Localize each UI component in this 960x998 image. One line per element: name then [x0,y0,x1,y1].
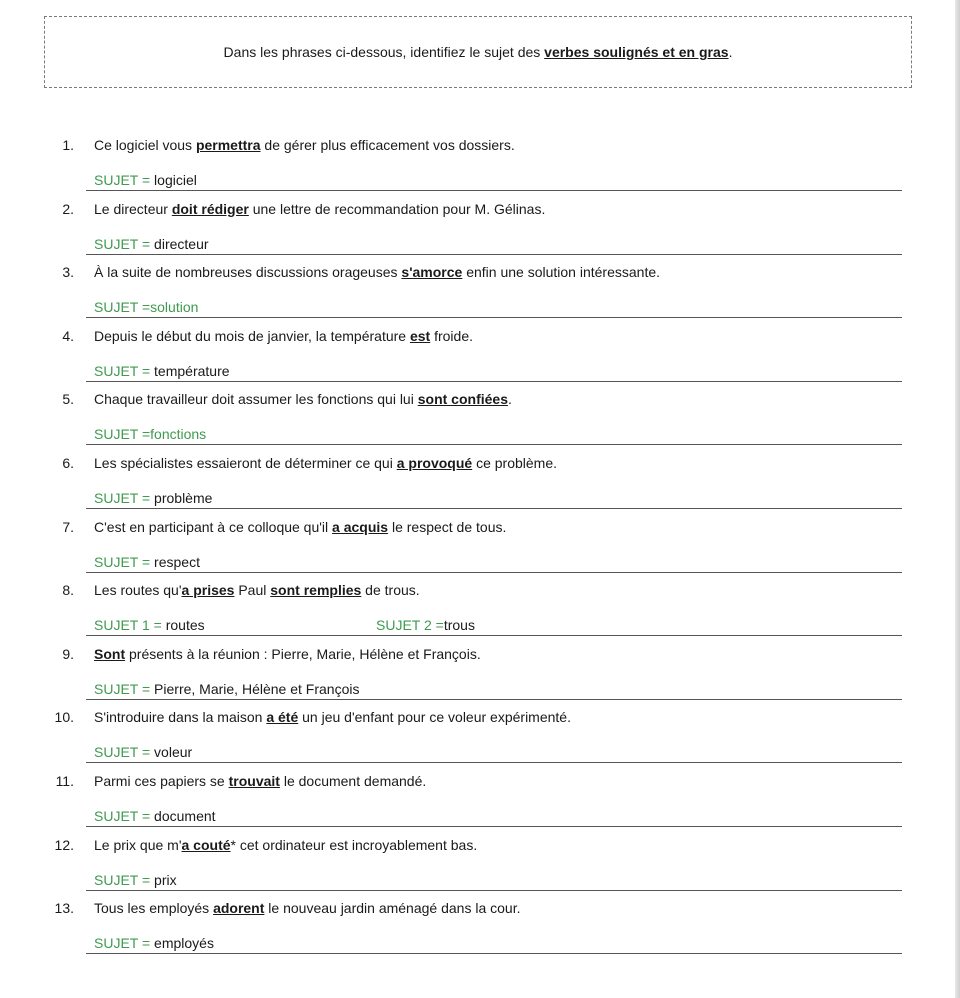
exercise-item [0,645,960,709]
subject-value: employés [154,935,214,952]
instruction-text [224,44,733,60]
item-number: 6. [62,455,74,471]
sentence-text: de gérer plus efficacement vos dossiers. [260,137,515,153]
sentence-text: C'est en participant à ce colloque qu'il [94,518,333,535]
subject-label: SUJET = [94,935,155,952]
subject-answer [94,424,206,444]
sentence-text: une lettre de recommandation pour M. Gélinas. [248,200,546,217]
subject-label: SUJET 1 = [94,617,166,634]
underlined-verb: a provoqué [396,455,473,471]
sentence-text: un jeu d'enfant pour ce voleur expérimenté. [298,709,571,726]
answer-line [86,424,902,445]
answer-line [86,679,902,700]
subject-value: Pierre, Marie, Hélène et François [154,680,360,697]
subject-answer [94,933,214,953]
item-number: 7. [62,518,74,535]
subject-value: voleur [154,744,193,761]
exercise-item [0,263,960,327]
exercise-item [0,772,960,836]
underlined-verb: doit rédiger [171,200,249,217]
answer-line [86,234,902,255]
answer-line [86,933,902,954]
instruction-box [44,16,912,88]
subject-label: SUJET = [94,490,155,506]
item-sentence [94,454,557,472]
answer-line [86,870,902,891]
subject-label: SUJET = [94,744,155,761]
item-sentence [94,899,520,917]
answer-line [86,297,902,318]
subject-label: SUJET = [94,871,155,888]
subject-label: SUJET = [94,680,155,697]
item-sentence [94,518,506,536]
subject-answer [94,297,198,317]
subject-label: SUJET =solution [94,299,199,316]
sentence-text: Paul [234,582,271,599]
sentence-text: le respect de tous. [388,518,507,535]
underlined-verb: adorent [213,900,265,917]
underlined-verb: trouvait [228,773,280,789]
underlined-verb: a acquis [332,518,389,535]
subject-answer [94,234,209,254]
item-sentence [94,708,571,726]
item-sentence [94,200,545,218]
item-number: 1. [62,137,74,153]
instruction-after: . [728,44,733,60]
subject-answer [94,615,205,635]
exercise-item [0,200,960,264]
exercise-item [0,327,960,391]
subject-answer [94,806,216,826]
subject-label: SUJET = [94,553,155,570]
sentence-text: Le prix que m' [94,836,182,853]
sentence-text: Ce logiciel vous [94,137,196,153]
exercise-item [0,581,960,645]
item-number: 13. [54,900,74,917]
answer-line [86,806,902,827]
exercise-item [0,518,960,582]
answer-line [86,552,902,573]
underlined-verb: est [409,327,431,344]
subject-value: température [154,362,230,379]
instruction-emphasis: verbes soulignés et en gras [544,44,729,60]
subject-value: prix [154,871,177,888]
subject-label: SUJET = [94,172,155,188]
underlined-verb: a été [266,709,299,726]
sentence-text: froide. [430,327,474,344]
item-sentence [94,836,477,854]
sentence-text: de trous. [361,582,420,599]
sentence-text: Depuis le début du mois de janvier, la température [94,327,410,344]
subject-label: SUJET = [94,235,155,252]
underlined-verb: sont remplies [270,582,362,599]
subject-label: SUJET =fonctions [94,426,207,443]
exercise-item [0,390,960,454]
answer-line [86,742,902,763]
answer-line [86,488,902,509]
item-sentence [94,263,660,281]
item-number: 4. [62,327,74,344]
answer-line [86,361,902,382]
subject-value: directeur [154,235,209,252]
subject-label: SUJET = [94,808,155,824]
underlined-verb: s'amorce [401,264,463,281]
sentence-text: présents à la réunion : Pierre, Marie, Hélène et François. [125,645,481,662]
sentence-text: enfin une solution intéressante. [462,264,661,281]
sentence-text: À la suite de nombreuses discussions orageuses [94,264,402,281]
item-number: 12. [54,836,74,853]
sentence-text: Les routes qu' [94,582,182,599]
item-sentence [94,327,473,345]
subject-value: problème [154,490,213,506]
item-number: 8. [62,582,74,599]
item-sentence [94,772,426,790]
underlined-verb: Sont [94,645,126,662]
item-sentence [94,390,512,408]
instruction-before: Dans les phrases ci-dessous, identifiez le sujet des [223,44,545,60]
item-number: 11. [55,773,74,789]
subject-answer [94,488,212,508]
sentence-text: Parmi ces papiers se [94,773,229,789]
item-number: 9. [62,645,74,662]
sentence-text: Tous les employés [94,900,214,917]
item-sentence [94,645,481,663]
exercise-item [0,836,960,900]
sentence-text: Les spécialistes essaieront de déterminer ce qui [94,455,397,471]
subject-answer [94,552,200,572]
item-sentence [94,136,515,154]
subject-label: SUJET 2 = [376,617,444,634]
sentence-text: S'introduire dans la maison [94,709,267,726]
sentence-text: le nouveau jardin aménagé dans la cour. [264,900,521,917]
subject-answer [94,742,192,762]
sentence-text: Chaque travailleur doit assumer les fonctions qui lui [94,391,418,408]
sentence-text: Le directeur [94,200,172,217]
sentence-text: ce problème. [472,455,558,471]
subject-answer [94,870,177,890]
answer-line [86,170,902,191]
subject-value: logiciel [154,172,197,188]
exercise-item [0,454,960,518]
exercise-item [0,708,960,772]
item-number: 2. [62,200,74,217]
subject-answer [94,679,359,699]
underlined-verb: sont confiées [417,391,508,408]
subject-answer [94,361,230,381]
exercise-item [0,899,960,963]
item-number: 10. [54,709,74,726]
item-number: 3. [62,264,74,281]
sentence-text: le document demandé. [279,773,427,789]
item-number: 5. [62,391,74,408]
subject-label: SUJET = [94,362,155,379]
sentence-text: * cet ordinateur est incroyablement bas. [230,836,478,853]
exercise-item [0,136,960,200]
subject-value: document [154,808,216,824]
item-sentence [94,581,420,599]
subject-answer [376,615,475,635]
subject-value: respect [154,553,200,570]
answer-line [86,615,902,636]
subject-value: routes [165,617,205,634]
underlined-verb: a couté [181,836,231,853]
sentence-text: . [507,391,512,408]
subject-value: trous [443,617,475,634]
subject-answer [94,170,197,190]
underlined-verb: permettra [195,137,261,153]
underlined-verb: a prises [181,582,235,599]
